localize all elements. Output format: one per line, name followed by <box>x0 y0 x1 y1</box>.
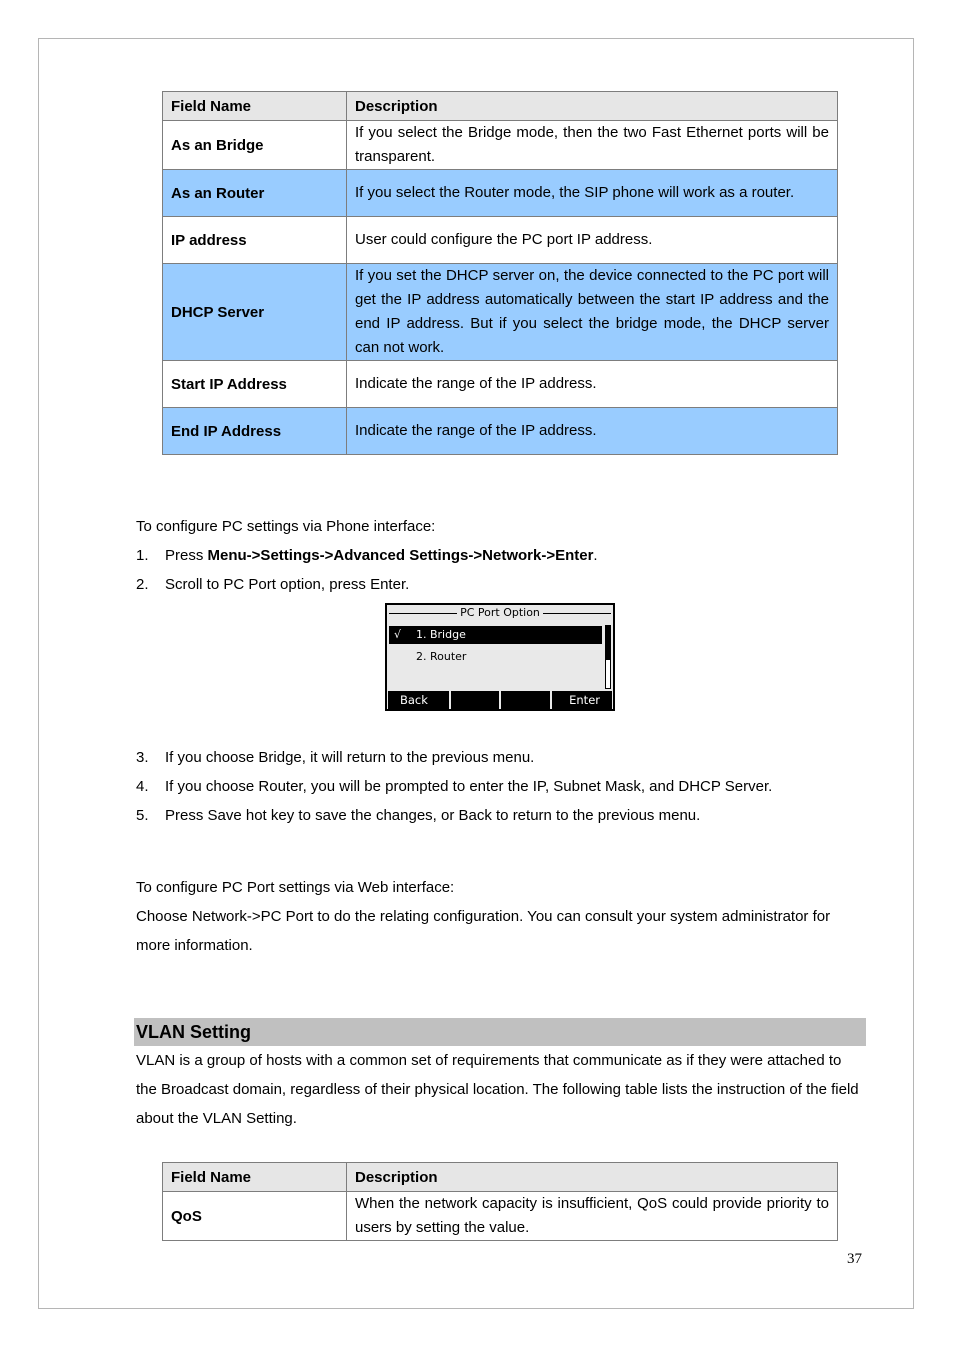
field-description: Indicate the range of the IP address. <box>347 361 838 408</box>
field-name: IP address <box>163 217 347 264</box>
field-name: End IP Address <box>163 408 347 455</box>
table-row <box>163 1192 838 1241</box>
section-heading-vlan: VLAN Setting <box>134 1018 866 1046</box>
field-name: Start IP Address <box>163 361 347 408</box>
phone-lcd-screenshot <box>385 603 615 711</box>
lcd-scroll-thumb[interactable] <box>606 626 610 660</box>
vlan-description: VLAN is a group of hosts with a common set of requirements that communicate as if they were attached to the Broadcast domain, regardless of their physical location. The following table lists the instruction of the field about the VLAN Setting. <box>136 1052 859 1127</box>
step-number: 5. <box>136 807 149 824</box>
step-2 <box>136 570 860 599</box>
step-4 <box>136 772 860 801</box>
phone-intro: To configure PC settings via Phone interface: <box>136 518 436 535</box>
softkey-enter[interactable]: Enter <box>552 691 613 709</box>
lcd-scrollbar[interactable] <box>605 625 611 689</box>
page-number: 37 <box>847 1251 862 1267</box>
field-name: DHCP Server <box>163 264 347 361</box>
menu-path: Menu->Settings->Advanced Settings->Network->Enter <box>207 547 594 564</box>
field-name: QoS <box>163 1192 347 1241</box>
field-description: If you set the DHCP server on, the device connected to the PC port will get the IP address automatically between the start IP address and the end IP address. But if you select the bridge mode, the DHCP server can not work. <box>347 264 838 361</box>
header-description: Description <box>347 92 838 121</box>
field-description: User could configure the PC port IP address. <box>347 217 838 264</box>
table-row <box>163 361 838 408</box>
field-name: As an Bridge <box>163 121 347 170</box>
step-1 <box>136 541 860 570</box>
lcd-option-label: 2. Router <box>416 650 467 663</box>
table-row <box>163 408 838 455</box>
header-field-name: Field Name <box>163 92 347 121</box>
step-text-pre: Press <box>165 547 208 564</box>
step-text: Press Save hot key to save the changes, or Back to return to the previous menu. <box>165 807 701 824</box>
vlan-field-table <box>162 1162 838 1241</box>
field-description: If you select the Bridge mode, then the two Fast Ethernet ports will be transparent. <box>347 121 838 170</box>
header-field-name: Field Name <box>163 1163 347 1192</box>
table-row <box>163 121 838 170</box>
step-text-post: . <box>593 547 598 564</box>
step-text: If you choose Bridge, it will return to the previous menu. <box>165 749 535 766</box>
table-header-row <box>163 1163 838 1192</box>
field-description: When the network capacity is insufficient, QoS could provide priority to users by setting the value. <box>347 1192 838 1241</box>
field-description: If you select the Router mode, the SIP phone will work as a router. <box>347 170 838 217</box>
web-instructions: Choose Network->PC Port to do the relating configuration. You can consult your system administrator for more information. <box>136 908 831 954</box>
step-number: 1. <box>136 547 149 564</box>
lcd-option-label: 1. Bridge <box>416 628 466 641</box>
table-row <box>163 264 838 361</box>
web-intro: To configure PC Port settings via Web interface: <box>136 879 455 896</box>
step-text: If you choose Router, you will be prompted to enter the IP, Subnet Mask, and DHCP Server. <box>165 778 773 795</box>
softkey-back[interactable]: Back <box>388 691 449 709</box>
softkey-blank-1[interactable] <box>451 691 500 709</box>
field-description: Indicate the range of the IP address. <box>347 408 838 455</box>
step-5 <box>136 801 860 830</box>
step-number: 2. <box>136 576 149 593</box>
lcd-softkeys <box>387 691 613 709</box>
header-description: Description <box>347 1163 838 1192</box>
softkey-blank-2[interactable] <box>501 691 550 709</box>
pc-port-field-table <box>162 91 838 455</box>
lcd-option-router[interactable] <box>389 648 602 666</box>
table-row <box>163 217 838 264</box>
check-icon: √ <box>394 628 402 641</box>
table-row <box>163 170 838 217</box>
lcd-title <box>387 606 613 619</box>
step-number: 4. <box>136 778 149 795</box>
step-text: Scroll to PC Port option, press Enter. <box>165 576 410 593</box>
lcd-option-bridge[interactable] <box>389 626 602 644</box>
step-number: 3. <box>136 749 149 766</box>
lcd-title-text: PC Port Option <box>457 606 543 619</box>
table-header-row <box>163 92 838 121</box>
step-3 <box>136 743 860 772</box>
field-name: As an Router <box>163 170 347 217</box>
